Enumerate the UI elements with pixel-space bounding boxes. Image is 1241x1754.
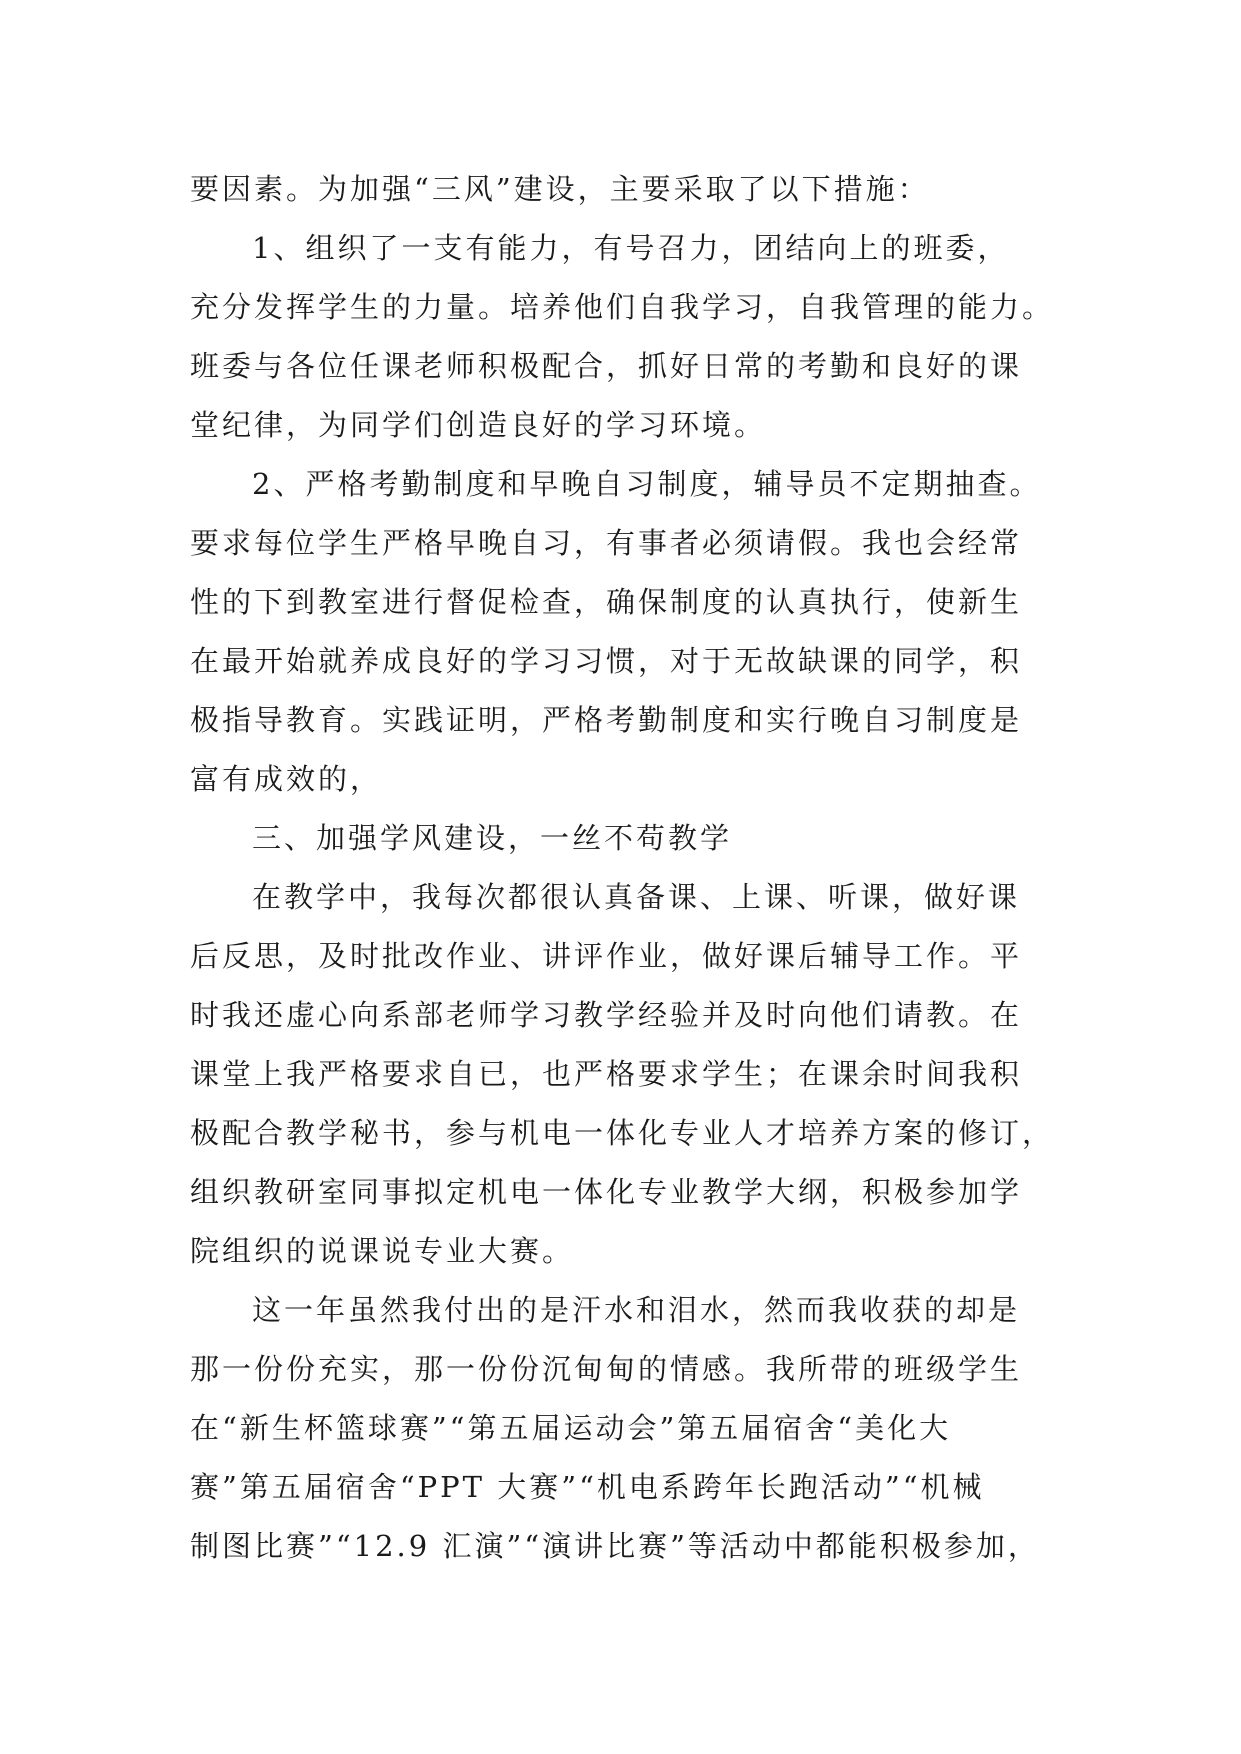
text-line: 要因素。为加强“三风”建设，主要采取了以下措施：: [190, 172, 930, 206]
paragraph-first-line: 在教学中，我每次都很认真备课、上课、听课，做好课: [252, 880, 1021, 914]
text-line: 组织教研室同事拟定机电一体化专业教学大纲，积极参加学: [190, 1175, 1023, 1209]
text-line: 富有成效的，: [190, 762, 383, 796]
text-line: 课堂上我严格要求自已，也严格要求学生；在课余时间我积: [190, 1057, 1023, 1091]
text-line: 堂纪律，为同学们创造良好的学习环境。: [190, 408, 767, 442]
text-line: 在最开始就养成良好的学习习惯，对于无故缺课的同学，积: [190, 644, 1023, 678]
paragraph-first-line: 这一年虽然我付出的是汗水和泪水，然而我收获的却是: [252, 1293, 1021, 1327]
text-line: 在“新生杯篮球赛”“第五届运动会”第五届宿舍“美化大: [190, 1411, 952, 1445]
text-line: 极配合教学秘书，参与机电一体化专业人才培养方案的修订，: [190, 1116, 1055, 1150]
text-line: 性的下到教室进行督促检查，确保制度的认真执行，使新生: [190, 585, 1023, 619]
text-line: 赛”第五届宿舍“PPT 大赛”“机电系跨年长跑活动”“机械: [190, 1470, 985, 1504]
text-line: 制图比赛”“12.9 汇演”“演讲比赛”等活动中都能积极参加，: [190, 1529, 1040, 1563]
body-text: [190, 160, 1060, 1576]
text-line: 要求每位学生严格早晚自习，有事者必须请假。我也会经常: [190, 526, 1023, 560]
text-line: 充分发挥学生的力量。培养他们自我学习，自我管理的能力。: [190, 290, 1055, 324]
paragraph-first-line: 1、组织了一支有能力，有号召力，团结向上的班委，: [252, 231, 1010, 265]
text-line: 后反思，及时批改作业、讲评作业，做好课后辅导工作。平: [190, 939, 1023, 973]
paragraph-first-line: 三、加强学风建设，一丝不苟教学: [252, 821, 733, 855]
text-line: 院组织的说课说专业大赛。: [190, 1234, 575, 1268]
text-line: 班委与各位任课老师积极配合，抓好日常的考勤和良好的课: [190, 349, 1023, 383]
text-line: 时我还虚心向系部老师学习教学经验并及时向他们请教。在: [190, 998, 1023, 1032]
paragraph-first-line: 2、严格考勤制度和早晚自习制度，辅导员不定期抽查。: [252, 467, 1042, 501]
text-line: 那一份份充实，那一份份沉甸甸的情感。我所带的班级学生: [190, 1352, 1023, 1386]
text-line: 极指导教育。实践证明，严格考勤制度和实行晚自习制度是: [190, 703, 1023, 737]
